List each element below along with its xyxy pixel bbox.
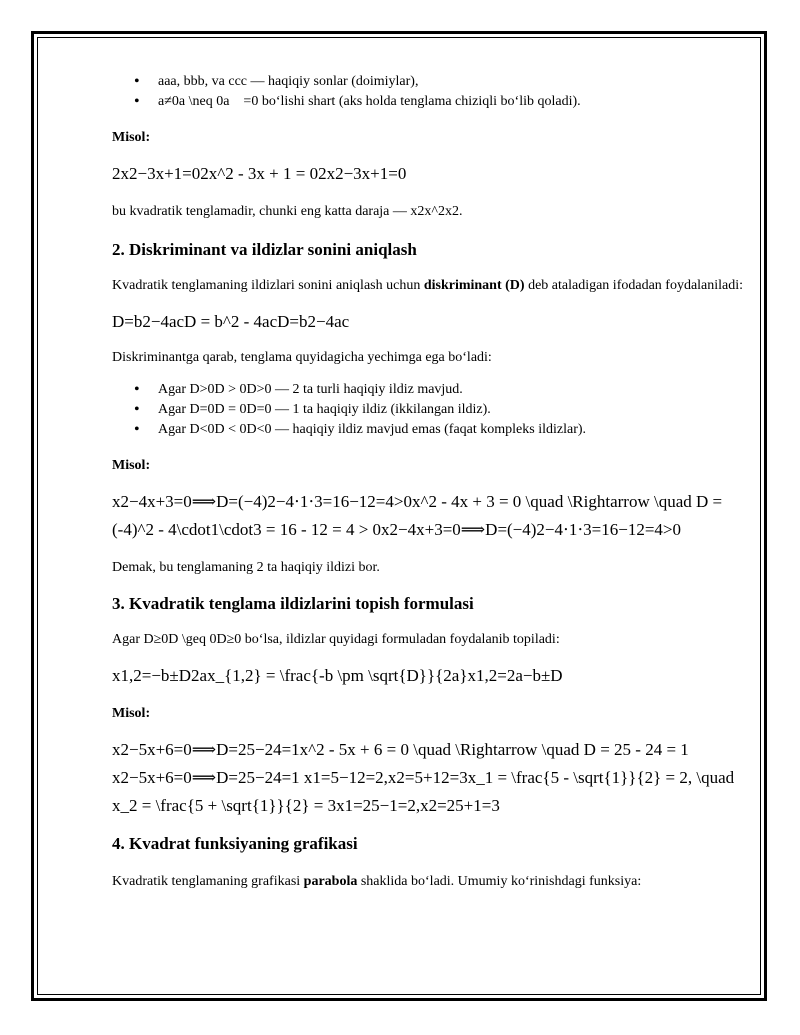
example-label: Misol: — [112, 458, 151, 473]
document-content — [112, 72, 744, 892]
paragraph: Demak, bu tenglamaning 2 ta haqiqiy ildizi bor. — [112, 560, 380, 575]
paragraph-text: deb ataladigan ifodadan foydalaniladi: — [524, 278, 744, 293]
paragraph-text: Kvadratik tenglamaning ildizlari sonini aniqlash uchun — [112, 278, 424, 293]
example-formula: 2x2−3x+1=02x^2 - 3x + 1 = 02x2−3x+1=0 — [112, 164, 407, 183]
list-item: • a≠0a \neq 0a =0 bo‘lishi shart (aks holda tenglama chiziqli bo‘lib qoladi). — [158, 92, 744, 112]
formula: x1,2=−b±D2ax_{1,2} = \frac{-b \pm \sqrt{D}}{2a}x1,2=2a−b±D — [112, 666, 563, 685]
example-note: bu kvadratik tenglamadir, chunki eng katta daraja — x2x^2x2. — [112, 204, 463, 219]
intro-bullet-list — [112, 72, 744, 112]
paragraph — [112, 872, 744, 892]
example-label: Misol: — [112, 130, 151, 145]
bold-term: parabola — [303, 874, 358, 889]
paragraph — [112, 276, 744, 296]
list-item: • Agar D=0D = 0D=0 — 1 ta haqiqiy ildiz (ikkilangan ildiz). — [158, 400, 744, 420]
example-label: Misol: — [112, 706, 151, 721]
section-heading: 3. Kvadratik tenglama ildizlarini topish formulasi — [112, 594, 474, 613]
formula: D=b2−4acD = b^2 - 4acD=b2−4ac — [112, 312, 350, 331]
list-item: • Agar D<0D < 0D<0 — haqiqiy ildiz mavjud emas (faqat kompleks ildizlar). — [158, 420, 744, 440]
bold-term: diskriminant (D) — [423, 278, 525, 293]
paragraph: Agar D≥0D \geq 0D≥0 bo‘lsa, ildizlar quyidagi formuladan foydalanib topiladi: — [112, 632, 560, 647]
discriminant-bullet-list — [112, 380, 744, 440]
paragraph-text: shaklida bo‘ladi. Umumiy ko‘rinishdagi funksiya: — [357, 874, 642, 889]
section-heading: 4. Kvadrat funksiyaning grafikasi — [112, 834, 358, 853]
paragraph-text: Kvadratik tenglamaning grafikasi — [112, 874, 304, 889]
paragraph: Diskriminantga qarab, tenglama quyidagicha yechimga ega bo‘ladi: — [112, 350, 492, 365]
list-item: • aaa, bbb, va ccc — haqiqiy sonlar (doimiylar), — [158, 72, 744, 92]
section-heading: 2. Diskriminant va ildizlar sonini aniqlash — [112, 240, 417, 259]
example-formula: x2−4x+3=0⟹D=(−4)2−4⋅1⋅3=16−12=4>0x^2 - 4x + 3 = 0 \quad \Rightarrow \quad D = (-4)^2 - 4\cdot1\cdot3 = 16 - 12 = 4 > 0x2−4x+3=0⟹D=(−4)2−4⋅1⋅3=16−12=4>0 — [112, 492, 723, 539]
example-formula: x2−5x+6=0⟹D=25−24=1x^2 - 5x + 6 = 0 \quad \Rightarrow \quad D = 25 - 24 = 1 x2−5x+6=0⟹D=25−24=1 x1=5−12=2,x2=5+12=3x_1 = \frac{5 - \sqrt{1}}{2} = 2, \quad x_2 = \frac{5 + \sqrt{1}}{2} = 3x1=25−1=2,x2=25+1=3 — [112, 740, 735, 815]
list-item: • Agar D>0D > 0D>0 — 2 ta turli haqiqiy ildiz mavjud. — [158, 380, 744, 400]
